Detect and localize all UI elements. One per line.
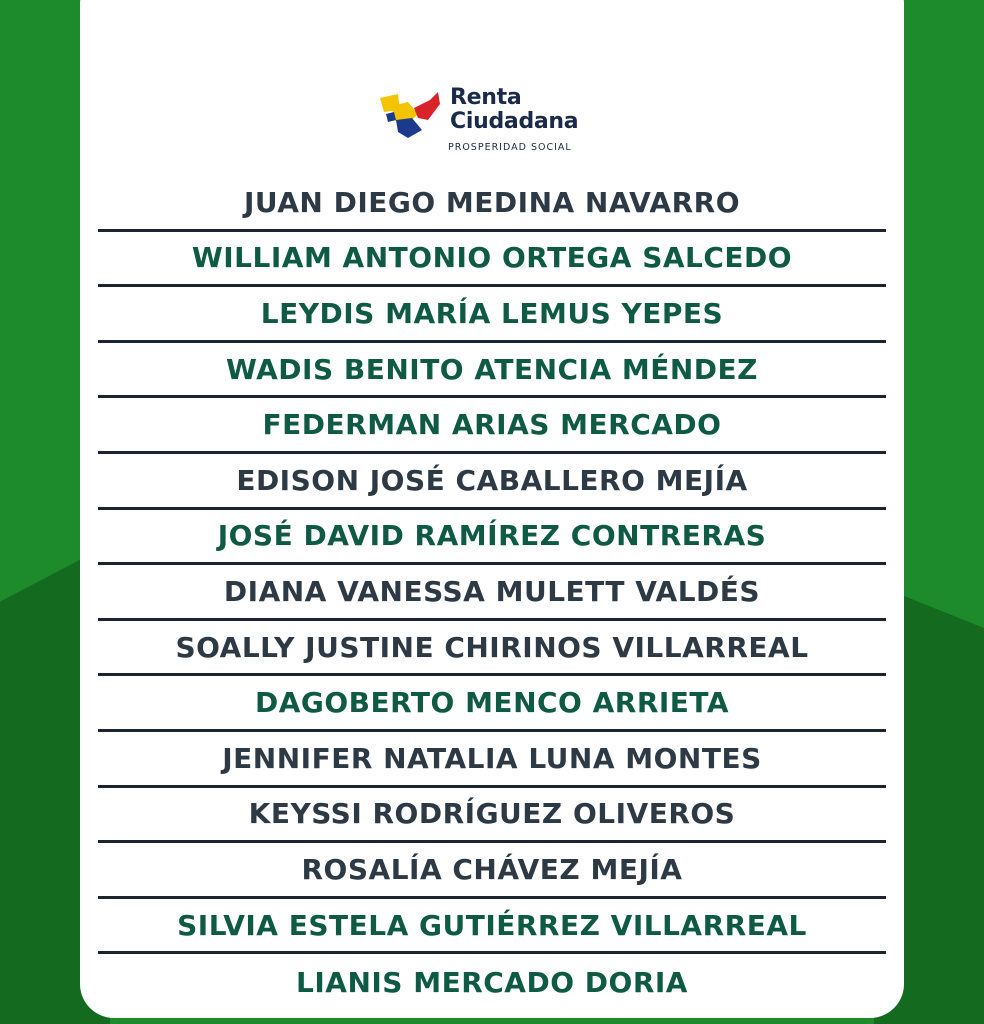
name-text: LEYDIS MARÍA LEMUS YEPES — [260, 296, 724, 330]
name-row — [98, 510, 886, 566]
name-text: SILVIA ESTELA GUTIÉRREZ VILLARREAL — [177, 908, 807, 942]
name-row — [98, 732, 886, 788]
names-list — [98, 176, 886, 1010]
name-row — [98, 954, 886, 1010]
name-text: FEDERMAN ARIAS MERCADO — [262, 408, 722, 442]
name-text: KEYSSI RODRÍGUEZ OLIVEROS — [248, 797, 736, 831]
name-row — [98, 565, 886, 621]
name-row — [98, 343, 886, 399]
name-text: JENNIFER NATALIA LUNA MONTES — [222, 741, 762, 775]
name-row — [98, 287, 886, 343]
name-text: JUAN DIEGO MEDINA NAVARRO — [243, 185, 741, 219]
name-text: EDISON JOSÉ CABALLERO MEJÍA — [236, 463, 748, 497]
logo-line-renta: Renta — [450, 85, 522, 110]
name-row — [98, 398, 886, 454]
logo-mark-icon — [378, 90, 444, 142]
name-text: WADIS BENITO ATENCIA MÉNDEZ — [226, 352, 758, 386]
name-text: JOSÉ DAVID RAMÍREZ CONTRERAS — [217, 519, 767, 553]
logo-line-ciudadana: Ciudadana — [450, 109, 579, 134]
name-row — [98, 176, 886, 232]
name-text: DAGOBERTO MENCO ARRIETA — [254, 686, 730, 720]
name-row — [98, 676, 886, 732]
name-text: DIANA VANESSA MULETT VALDÉS — [223, 574, 761, 608]
renta-ciudadana-logo — [378, 86, 618, 158]
name-row — [98, 899, 886, 955]
name-text: ROSALÍA CHÁVEZ MEJÍA — [301, 852, 683, 886]
name-text: LIANIS MERCADO DORIA — [296, 965, 688, 999]
name-row — [98, 232, 886, 288]
name-row — [98, 843, 886, 899]
name-row — [98, 788, 886, 844]
name-row — [98, 621, 886, 677]
name-text: SOALLY JUSTINE CHIRINOS VILLARREAL — [175, 630, 809, 664]
name-row — [98, 454, 886, 510]
name-text: WILLIAM ANTONIO ORTEGA SALCEDO — [191, 241, 793, 275]
logo-subtitle: PROSPERIDAD SOCIAL — [448, 142, 572, 153]
